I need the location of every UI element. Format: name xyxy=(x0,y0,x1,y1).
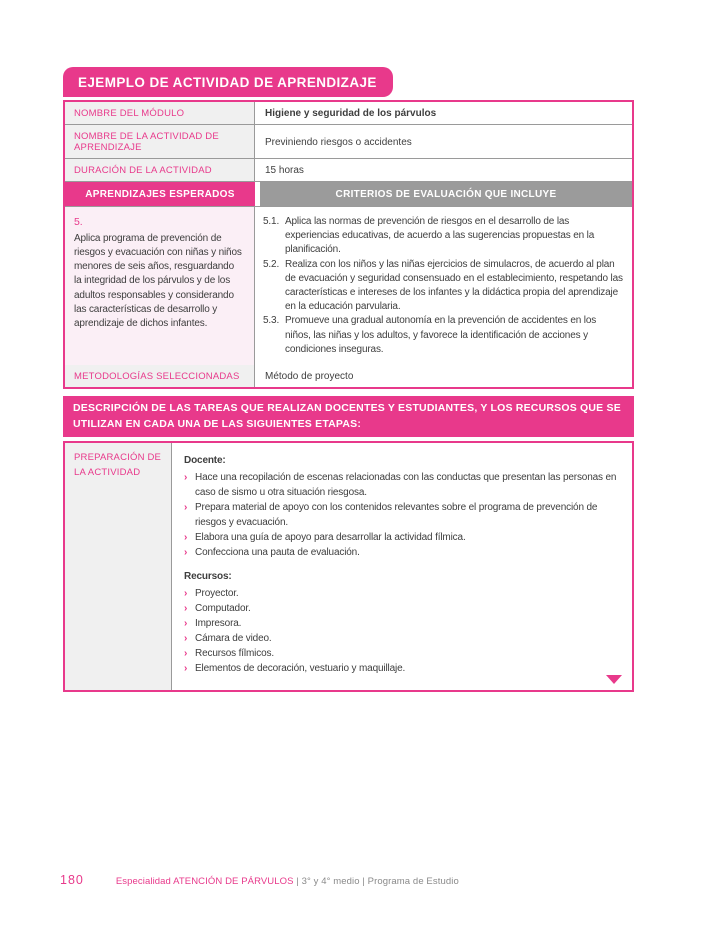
list-item xyxy=(184,616,618,631)
list-item-text: Confecciona una pauta de evaluación. xyxy=(195,547,360,559)
tasks-description-banner: DESCRIPCIÓN DE LAS TAREAS QUE REALIZAN DOCENTES Y ESTUDIANTES, Y LOS RECURSOS QUE SE UTILIZAN EN CADA UNA DE LAS SIGUIENTES ETAPAS: xyxy=(63,396,634,438)
bullet-icon: › xyxy=(184,663,188,675)
table-row xyxy=(65,158,632,181)
list-item xyxy=(184,470,618,500)
methodologies-label: METODOLOGÍAS SELECCIONADAS xyxy=(65,365,255,387)
stage-table xyxy=(63,441,634,692)
list-item xyxy=(184,586,618,601)
bullet-icon: › xyxy=(184,618,188,630)
list-item-text: Computador. xyxy=(195,603,251,615)
list-item xyxy=(184,631,618,646)
duration-label: DURACIÓN DE LA ACTIVIDAD xyxy=(65,159,255,181)
criterion-text: Realiza con los niños y las niñas ejercicios de simulacros, de acuerdo al plan de evacuación y seguridad consensuado en el establecimiento, respetando las características e intereses de los infantes y la didáctica propia del aprendizaje en la educación parvularia. xyxy=(285,258,623,313)
bullet-icon: › xyxy=(184,648,188,660)
footer-text xyxy=(116,876,459,887)
footer-specialty: Especialidad ATENCIÓN DE PÁRVULOS xyxy=(115,876,294,887)
list-item-text: Impresora. xyxy=(195,618,242,630)
criterion-item xyxy=(263,314,624,357)
resources-section xyxy=(184,569,618,676)
criterion-number: 5.3. xyxy=(263,315,280,327)
list-item xyxy=(184,500,618,530)
expected-learning-text: Aplica programa de prevención de riesgos y evacuación con niñas y niños menores de seis años, resguardando la integridad de los párvulos y de los adultos responsables y considerando las características de desarrollo y aprendizaje de dichos infantes. xyxy=(74,232,242,330)
list-item-text: Recursos fílmicos. xyxy=(195,648,274,660)
module-name-value: Higiene y seguridad de los párvulos xyxy=(255,102,632,124)
page-number: 180 xyxy=(60,873,84,887)
list-item-text: Elabora una guía de apoyo para desarrollar la actividad fílmica. xyxy=(195,532,466,544)
activity-info-table xyxy=(63,100,634,389)
criterion-item xyxy=(263,215,624,258)
list-item xyxy=(184,646,618,661)
activity-name-label: NOMBRE DE LA ACTIVIDAD DE APRENDIZAJE xyxy=(65,125,255,158)
continuation-arrow-icon xyxy=(606,675,622,684)
criterion-item xyxy=(263,258,624,315)
stage-body xyxy=(172,443,632,690)
list-item xyxy=(184,545,618,560)
bullet-icon: › xyxy=(184,502,188,514)
criteria-list xyxy=(255,207,632,365)
column-headers-row xyxy=(65,181,632,206)
stage-preparation-label: PREPARACIÓN DE LA ACTIVIDAD xyxy=(65,443,172,690)
module-name-label: NOMBRE DEL MÓDULO xyxy=(65,102,255,124)
resources-section-heading: Recursos: xyxy=(184,571,232,583)
teacher-section xyxy=(184,453,618,560)
list-item xyxy=(184,661,618,676)
activity-name-value: Previniendo riesgos o accidentes xyxy=(255,125,632,158)
learning-criteria-row xyxy=(65,206,632,365)
criterion-text: Aplica las normas de prevención de riesgos en el desarrollo de las experiencias educativas, de acuerdo a las sugerencias propuestas en la planificación. xyxy=(285,216,595,256)
table-row xyxy=(65,124,632,158)
footer-grade-program: | 3° y 4° medio | Programa de Estudio xyxy=(293,876,459,887)
list-item xyxy=(184,601,618,616)
list-item-text: Prepara material de apoyo con los contenidos relevantes sobre el programa de prevención de riesgos y evacuación. xyxy=(195,502,598,529)
page-footer xyxy=(60,873,660,887)
duration-value: 15 horas xyxy=(255,159,632,181)
criterion-text: Promueve una gradual autonomía en la prevención de accidentes en los niños, las niñas y los adultos, y favorece la identificación de acciones y condiciones inseguras. xyxy=(285,315,597,355)
bullet-icon: › xyxy=(184,588,188,600)
table-row xyxy=(65,102,632,124)
expected-learnings-header: APRENDIZAJES ESPERADOS xyxy=(65,182,255,206)
expected-learning-number: 5. xyxy=(74,216,83,228)
list-item-text: Elementos de decoración, vestuario y maquillaje. xyxy=(195,663,406,675)
bullet-icon: › xyxy=(184,603,188,615)
criterion-number: 5.2. xyxy=(263,258,280,270)
criterion-number: 5.1. xyxy=(263,216,280,227)
bullet-icon: › xyxy=(184,547,188,559)
methodologies-value: Método de proyecto xyxy=(255,365,632,387)
bullet-icon: › xyxy=(184,633,188,645)
expected-learning-cell xyxy=(65,207,255,365)
document-page xyxy=(63,67,634,692)
table-row xyxy=(65,365,632,387)
list-item-text: Cámara de video. xyxy=(195,633,272,645)
list-item-text: Proyector. xyxy=(195,588,239,600)
evaluation-criteria-header: CRITERIOS DE EVALUACIÓN QUE INCLUYE xyxy=(260,182,632,206)
bullet-icon: › xyxy=(184,532,188,544)
list-item-text: Hace una recopilación de escenas relacionadas con las conductas que presentan las personas en caso de sismo u otra situación riesgosa. xyxy=(195,472,617,499)
list-item xyxy=(184,530,618,545)
teacher-section-heading: Docente: xyxy=(184,455,226,467)
bullet-icon: › xyxy=(184,472,188,484)
activity-example-title-badge: EJEMPLO DE ACTIVIDAD DE APRENDIZAJE xyxy=(63,67,393,97)
